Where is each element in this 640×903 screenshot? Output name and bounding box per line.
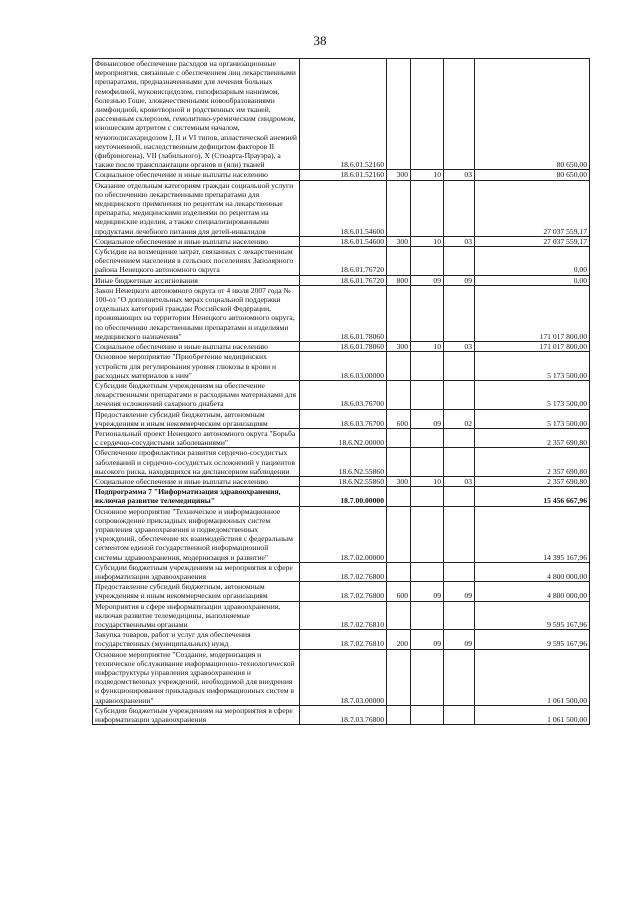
target-code-cell: 18.6.01.78060	[300, 285, 387, 341]
amount-cell: 80 650,00	[475, 170, 590, 180]
amount-cell: 171 017 800,00	[475, 342, 590, 352]
subsection-cell	[444, 705, 475, 724]
target-code-cell: 18.6.01.76720	[300, 247, 387, 276]
subsection-cell	[444, 285, 475, 341]
section-cell	[411, 285, 444, 341]
subsection-cell: 03	[444, 170, 475, 180]
table-row	[93, 409, 590, 428]
table-row	[93, 180, 590, 236]
amount-cell: 4 800 000,00	[475, 582, 590, 601]
target-code-cell: 18.7.03.00000	[300, 649, 387, 705]
row-name-cell: Оказание отдельным категориям граждан социальной услуги по обеспечению лекарственными препаратами для медицинского применения по рецептам на лекарственные препараты, медицинскими изделиями по рецептам на медицинские изделия, а также специализированными продуктами лечебного питания для детей-инвалидов	[93, 180, 300, 236]
expense-type-cell	[387, 705, 411, 724]
amount-cell: 2 357 690,80	[475, 448, 590, 477]
target-code-cell: 18.6.01.54600	[300, 180, 387, 236]
expense-type-cell	[387, 428, 411, 447]
row-name-cell: Предоставление субсидий бюджетным, автономным учреждениям и иным некоммерческим организациям	[93, 409, 300, 428]
subsection-cell	[444, 180, 475, 236]
subsection-cell: 03	[444, 236, 475, 246]
amount-cell: 171 017 800,00	[475, 285, 590, 341]
section-cell: 10	[411, 476, 444, 486]
expense-type-cell	[387, 380, 411, 409]
amount-cell: 14 395 167,96	[475, 506, 590, 562]
amount-cell: 5 173 500,00	[475, 352, 590, 381]
target-code-cell: 18.6.N2.00000	[300, 428, 387, 447]
subsection-cell: 02	[444, 409, 475, 428]
row-name-cell: Субсидии бюджетным учреждениям на обеспечение лекарственными препаратами и расходными материалами для лечения осложнений сахарного диабета	[93, 380, 300, 409]
table-row	[93, 448, 590, 477]
expense-type-cell: 300	[387, 170, 411, 180]
subsection-cell	[444, 59, 475, 170]
page-number: 38	[313, 33, 327, 48]
expense-type-cell: 200	[387, 630, 411, 649]
table-row	[93, 352, 590, 381]
expense-type-cell	[387, 487, 411, 506]
section-cell	[411, 705, 444, 724]
subsection-cell	[444, 506, 475, 562]
section-cell	[411, 247, 444, 276]
subsection-cell	[444, 562, 475, 581]
expense-type-cell	[387, 59, 411, 170]
subsection-cell	[444, 428, 475, 447]
target-code-cell: 18.7.02.76800	[300, 582, 387, 601]
row-name-cell: Финансовое обеспечение расходов на организационные мероприятия, связанные с обеспечением лиц лекарственными препаратами, предназначенными для лечения больных гемофилией, муковисцидозом, гипофизарным нанизмом, болезнью Гоше, злокачественными новообразованиями лимфоидной, кроветворной и родственных им тканей, рассеянным склерозом, гемолитико-уремическим синдромом, юношеским артритом с системным началом, мукополисахаридозом I, II и VI типов, апластической анемией неуточненной, наследственным дефицитом факторов II (фибриногена), VII (лабильного), X (Стюарта-Прауэра), а также после трансплантации органов и (или) тканей	[93, 59, 300, 170]
target-code-cell: 18.6.03.76700	[300, 409, 387, 428]
expense-type-cell	[387, 285, 411, 341]
expense-type-cell: 300	[387, 236, 411, 246]
expense-type-cell	[387, 562, 411, 581]
subsection-cell: 03	[444, 342, 475, 352]
expense-type-cell: 800	[387, 275, 411, 285]
table-row	[93, 247, 590, 276]
amount-cell: 1 061 500,00	[475, 705, 590, 724]
amount-cell: 9 595 167,96	[475, 630, 590, 649]
row-name-cell: Подпрограмма 7 "Информатизация здравоохранения, включая развитие телемедицины"	[93, 487, 300, 506]
table-row	[93, 59, 590, 170]
section-cell	[411, 506, 444, 562]
target-code-cell: 18.6.01.76720	[300, 275, 387, 285]
section-cell: 09	[411, 582, 444, 601]
target-code-cell: 18.7.02.76810	[300, 630, 387, 649]
row-name-cell: Социальное обеспечение и иные выплаты населению	[93, 342, 300, 352]
section-cell: 09	[411, 275, 444, 285]
section-cell	[411, 428, 444, 447]
table-row	[93, 630, 590, 649]
table-row	[93, 582, 590, 601]
amount-cell: 0,00	[475, 275, 590, 285]
section-cell	[411, 649, 444, 705]
budget-table	[92, 58, 590, 725]
amount-cell: 4 800 000,00	[475, 562, 590, 581]
amount-cell: 0,00	[475, 247, 590, 276]
subsection-cell: 09	[444, 630, 475, 649]
subsection-cell	[444, 448, 475, 477]
row-name-cell: Субсидии бюджетным учреждениям на мероприятия в сфере информатизации здравоохранения	[93, 705, 300, 724]
row-name-cell: Основное мероприятие "Приобретение медицинских устройств для регулирования уровня глюкозы в крови и расходных материалов к ним"	[93, 352, 300, 381]
amount-cell: 2 357 690,80	[475, 428, 590, 447]
amount-cell: 1 061 500,00	[475, 649, 590, 705]
target-code-cell: 18.6.N2.55860	[300, 476, 387, 486]
section-cell: 10	[411, 236, 444, 246]
expense-type-cell: 600	[387, 582, 411, 601]
expense-type-cell	[387, 180, 411, 236]
section-cell	[411, 562, 444, 581]
expense-type-cell: 600	[387, 409, 411, 428]
section-cell: 09	[411, 630, 444, 649]
subsection-cell	[444, 649, 475, 705]
section-cell	[411, 487, 444, 506]
table-row	[93, 342, 590, 352]
amount-cell: 9 595 167,96	[475, 601, 590, 630]
table-row	[93, 236, 590, 246]
amount-cell: 27 037 559,17	[475, 236, 590, 246]
target-code-cell: 18.6.03.00000	[300, 352, 387, 381]
expense-type-cell	[387, 448, 411, 477]
target-code-cell: 18.7.00.00000	[300, 487, 387, 506]
row-name-cell: Субсидии на возмещение затрат, связанных с лекарственным обеспечением населения в сельских поселениях Заполярного района Ненецкого автономного округа	[93, 247, 300, 276]
row-name-cell: Иные бюджетные ассигнования	[93, 275, 300, 285]
row-name-cell: Основное мероприятие "Техническое и информационное сопровождение прикладных информационных систем управления здравоохранения и подведомственных учреждений, обеспечение их взаимодействия с федеральным сегментом единой государственной информационной системы здравоохранения, модернизация и развитие"	[93, 506, 300, 562]
row-name-cell: Закупка товаров, работ и услуг для обеспечения государственных (муниципальных) нужд	[93, 630, 300, 649]
target-code-cell: 18.6.01.52160	[300, 170, 387, 180]
target-code-cell: 18.6.N2.55860	[300, 448, 387, 477]
expense-type-cell: 300	[387, 342, 411, 352]
expense-type-cell	[387, 649, 411, 705]
section-cell	[411, 448, 444, 477]
section-cell	[411, 601, 444, 630]
row-name-cell: Социальное обеспечение и иные выплаты населению	[93, 236, 300, 246]
table-row	[93, 649, 590, 705]
amount-cell: 80 650,00	[475, 59, 590, 170]
target-code-cell: 18.7.02.76800	[300, 562, 387, 581]
table-row	[93, 275, 590, 285]
section-cell	[411, 380, 444, 409]
table-row	[93, 285, 590, 341]
row-name-cell: Субсидии бюджетным учреждениям на мероприятия в сфере информатизации здравоохранения	[93, 562, 300, 581]
amount-cell: 5 173 500,00	[475, 409, 590, 428]
table-row	[93, 170, 590, 180]
subsection-cell	[444, 601, 475, 630]
subsection-cell	[444, 380, 475, 409]
table-row	[93, 705, 590, 724]
target-code-cell: 18.6.01.78060	[300, 342, 387, 352]
table-row	[93, 476, 590, 486]
target-code-cell: 18.6.03.76700	[300, 380, 387, 409]
row-name-cell: Предоставление субсидий бюджетным, автономным учреждениям и иным некоммерческим организациям	[93, 582, 300, 601]
subsection-cell	[444, 247, 475, 276]
expense-type-cell	[387, 352, 411, 381]
expense-type-cell	[387, 601, 411, 630]
section-cell: 09	[411, 409, 444, 428]
table-row	[93, 562, 590, 581]
section-cell: 10	[411, 170, 444, 180]
table-row	[93, 487, 590, 506]
amount-cell: 2 357 690,80	[475, 476, 590, 486]
amount-cell: 27 037 559,17	[475, 180, 590, 236]
subsection-cell: 09	[444, 582, 475, 601]
expense-type-cell	[387, 506, 411, 562]
row-name-cell: Мероприятия в сфере информатизации здравоохранения, включая развитие телемедицины, выполняемые государственными органами	[93, 601, 300, 630]
subsection-cell	[444, 487, 475, 506]
target-code-cell: 18.7.03.76800	[300, 705, 387, 724]
target-code-cell: 18.7.02.76810	[300, 601, 387, 630]
target-code-cell: 18.7.02.00000	[300, 506, 387, 562]
budget-table-body	[93, 59, 590, 725]
target-code-cell: 18.6.01.54600	[300, 236, 387, 246]
table-row	[93, 380, 590, 409]
table-row	[93, 506, 590, 562]
section-cell: 10	[411, 342, 444, 352]
row-name-cell: Региональный проект Ненецкого автономного округа "Борьба с сердечно-сосудистыми заболеваниями"	[93, 428, 300, 447]
row-name-cell: Закон Ненецкого автономного округа от 4 июля 2007 года № 100-оз "О дополнительных мерах социальной поддержки отдельных категорий граждан Российской Федерации, проживающих на территории Ненецкого автономного округа, по обеспечению лекарственными препаратами и изделиями медицинского назначения"	[93, 285, 300, 341]
expense-type-cell: 300	[387, 476, 411, 486]
row-name-cell: Основное мероприятие "Создание, модернизация и техническое обслуживание информационно-технологической инфраструктуры управления здравоохранения и подведомственных учреждений, необходимой для внедрения и функционирования прикладных информационных систем в здравоохранении"	[93, 649, 300, 705]
target-code-cell: 18.6.01.52160	[300, 59, 387, 170]
expense-type-cell	[387, 247, 411, 276]
subsection-cell: 03	[444, 476, 475, 486]
row-name-cell: Социальное обеспечение и иные выплаты населению	[93, 476, 300, 486]
row-name-cell: Обеспечение профилактики развития сердечно-сосудистых заболеваний и сердечно-сосудистых осложнений у пациентов высокого риска, находящихся на диспансерном наблюдении	[93, 448, 300, 477]
section-cell	[411, 180, 444, 236]
table-row	[93, 428, 590, 447]
table-row	[93, 601, 590, 630]
section-cell	[411, 352, 444, 381]
amount-cell: 15 456 667,96	[475, 487, 590, 506]
subsection-cell	[444, 352, 475, 381]
row-name-cell: Социальное обеспечение и иные выплаты населению	[93, 170, 300, 180]
amount-cell: 5 173 500,00	[475, 380, 590, 409]
subsection-cell: 09	[444, 275, 475, 285]
section-cell	[411, 59, 444, 170]
